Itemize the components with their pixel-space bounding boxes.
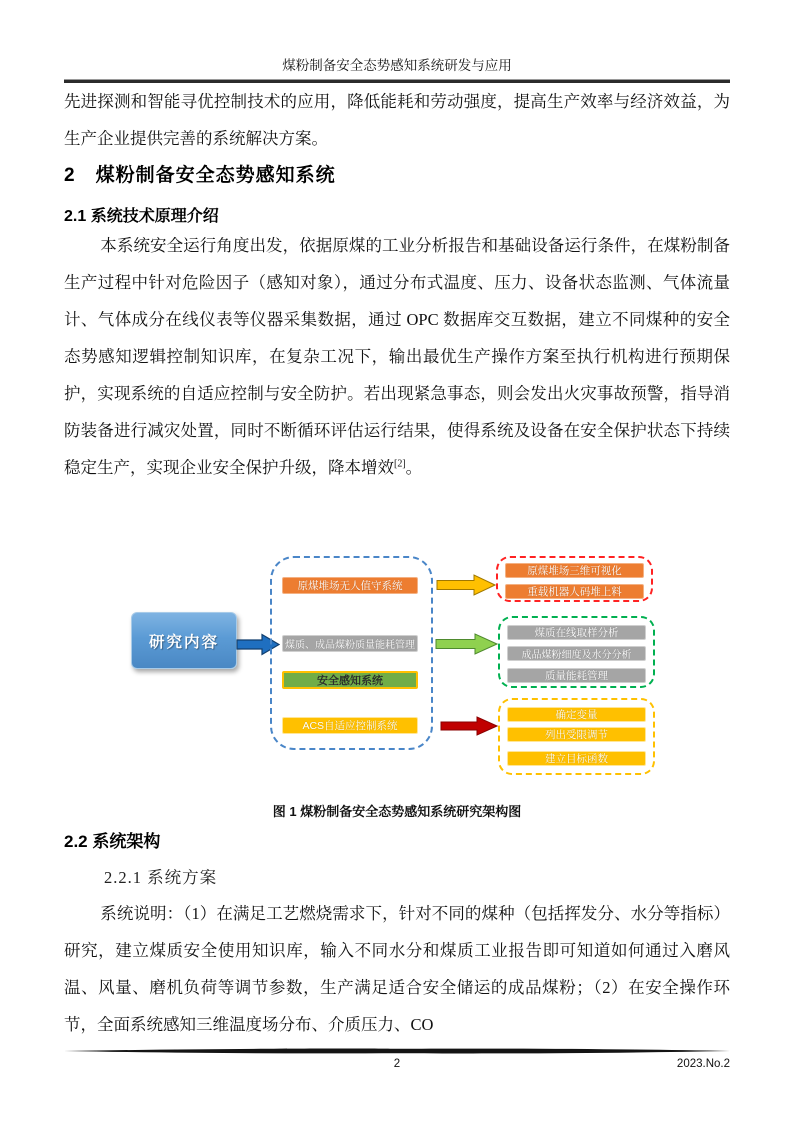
diagram-node-3d-visualization: 原煤堆场三维可视化 (505, 563, 644, 578)
diagram-node-define-variables: 确定变量 (507, 707, 646, 722)
diagram-result-group-stockyard (496, 556, 653, 602)
diagram-node-limited-regulation: 列出受限调节 (507, 727, 646, 742)
diagram-node-online-sampling: 煤质在线取样分析 (507, 625, 646, 640)
section-2-1-heading: 2.1 系统技术原理介绍 (64, 208, 219, 225)
paragraph-2-1-tail: 。 (405, 458, 423, 477)
diagram-node-quality-energy-mgmt: 煤质、成品煤粉质量能耗管理 (282, 635, 418, 652)
section-2-2-1-heading: 2.2.1 系统方案 (104, 868, 218, 887)
diagram-node-unmanned-stockyard: 原煤堆场无人值守系统 (282, 577, 418, 594)
diagram-node-safety-sensing: 安全感知系统 (282, 671, 418, 689)
citation-reference: [2] (394, 458, 406, 470)
paragraph-intro-continuation: 先进探测和智能寻优控制技术的应用，降低能耗和劳动强度，提高生产效率与经济效益，为生产企业提供完善的系统解决方案。 (64, 92, 730, 148)
diagram-node-objective-function: 建立目标函数 (507, 751, 646, 766)
diagram-node-fineness-moisture: 成品煤粉细度及水分分析 (507, 646, 646, 661)
footer-page-number: 2 (393, 1058, 401, 1070)
diagram-node-energy-mgmt: 质量能耗管理 (507, 668, 646, 683)
diagram-result-group-quality (498, 616, 655, 688)
diagram-node-robot-stacking: 重载机器人码堆上料 (505, 584, 644, 599)
paragraph-2-2: 系统说明：（1）在满足工艺燃烧需求下，针对不同的煤种（包括挥发分、水分等指标）研究，建立煤质安全使用知识库，输入不同水分和煤质工业报告即可知道如何通过入磨风温、风量、磨机负荷等调节参数，生产满足适合安全储运的成品煤粉；（2）在安全操作环节，全面系统感知三维温度场分布、介质压力、CO (64, 904, 730, 1034)
footer-rule (64, 1048, 730, 1054)
flow-arrow-green-icon (435, 633, 498, 655)
paragraph-2-1-text: 本系统安全运行角度出发，依据原煤的工业分析报告和基础设备运行条件，在煤粉制备生产过程中针对危险因子（感知对象），通过分布式温度、压力、设备状态监测、气体流量计、气体成分在线仪表等仪器采集数据，通过 OPC 数据库交互数据，建立不同煤种的安全态势感知逻辑控制知识库，在复杂工况下，输出最优生产操作方案至执行机构进行预期保护，实现系统的自适应控制与安全防护。若出现紧急事态，则会发出火灾事故预警，指导消防装备进行减灾处置，同时不断循环评估运行结果，使得系统及设备在安全保护状态下持续稳定生产，实现企业安全保护升级，降本增效 (64, 236, 730, 477)
paragraph-2-1 (64, 227, 730, 486)
section-2-2-heading: 2.2 系统架构 (64, 832, 161, 851)
flow-arrow-yellow-icon (436, 574, 496, 596)
diagram-node-acs-adaptive-control: ACS自适应控制系统 (282, 717, 418, 734)
flow-arrow-red-icon (440, 716, 498, 736)
figure-1-caption: 图 1 煤粉制备安全态势感知系统研究架构图 (272, 804, 522, 819)
footer-issue-label: 2023.No.2 (676, 1058, 730, 1070)
figure-1-diagram (64, 550, 730, 792)
diagram-result-group-acs (498, 698, 655, 775)
section-2-heading: 2 煤粉制备安全态势感知系统 (64, 165, 336, 186)
running-head-title: 煤粉制备安全态势感知系统研发与应用 (282, 58, 512, 73)
diagram-root-node: 研究内容 (131, 612, 237, 669)
